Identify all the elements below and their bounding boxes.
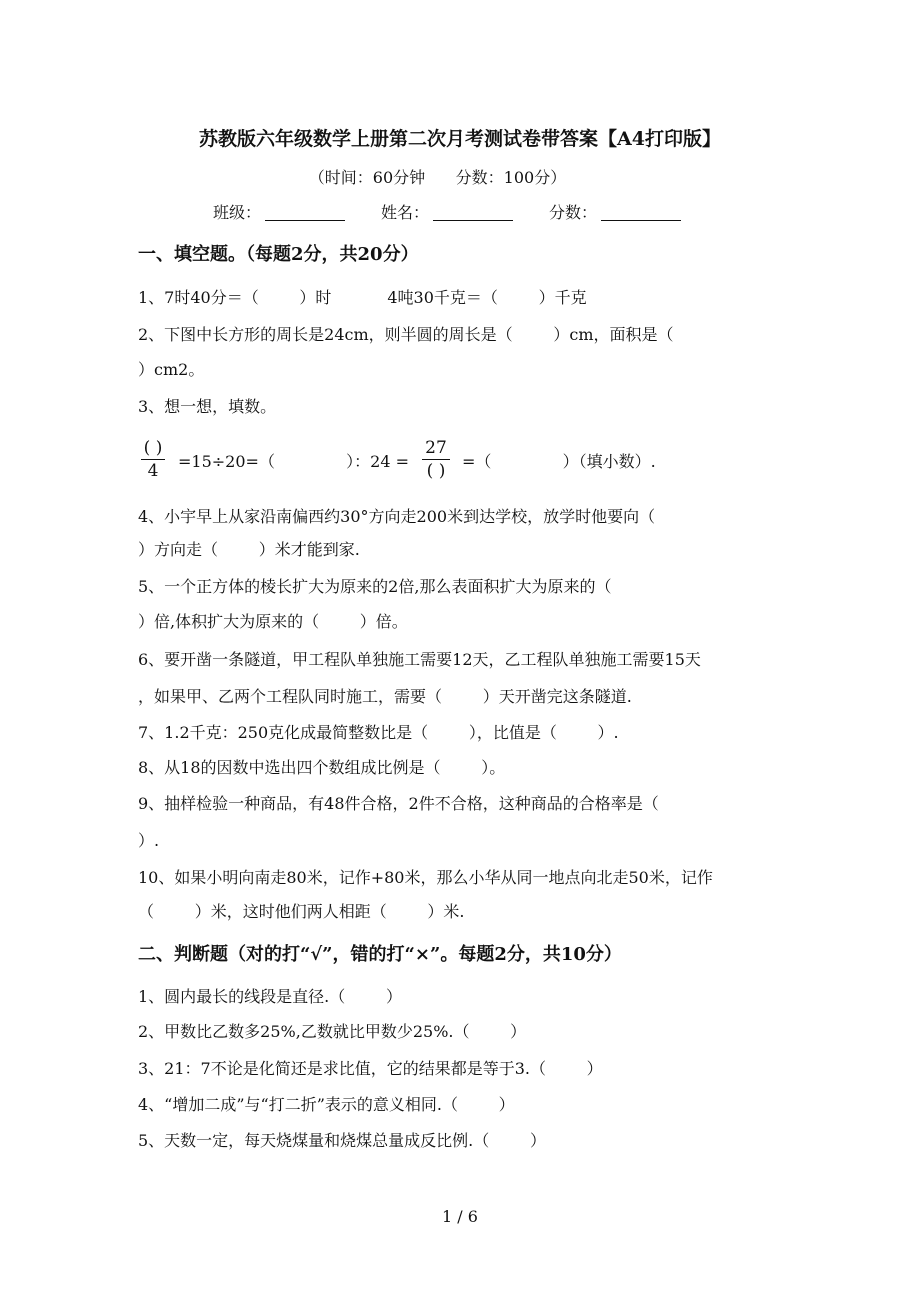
question-line: ）. (138, 831, 160, 850)
page-number: 1 / 6 (442, 1207, 478, 1226)
class-blank (265, 204, 345, 221)
fraction-row-tail: =（ ）（填小数）. (462, 452, 656, 471)
name-label: 姓名： (381, 203, 430, 222)
section2-heading: 二、判断题（对的打“√”，错的打“×”。每题2分，共10分） (138, 944, 622, 965)
page-title: 苏教版六年级数学上册第二次月考测试卷带答案【A4打印版】 (199, 128, 721, 150)
fraction-2-denominator: ( ) (426, 461, 446, 481)
question-line: 5、一个正方体的棱长扩大为原来的2倍,那么表面积扩大为原来的（ (138, 577, 612, 596)
question-line: 5、天数一定，每天烧煤量和烧煤总量成反比例.（ ） (138, 1131, 546, 1150)
question-line: 10、如果小明向南走80米，记作+80米，那么小华从同一地点向北走50米，记作 (138, 868, 713, 887)
fraction-2 (422, 437, 450, 482)
fraction-2-numerator: 27 (425, 438, 447, 458)
fraction-1-numerator: ( ) (143, 438, 163, 458)
fraction-row-middle: =15÷20=（ ）：24 = (178, 452, 409, 471)
question-line: 7、1.2千克：250克化成最简整数比是（ ），比值是（ ）. (138, 723, 619, 742)
question-line: （ ）米，这时他们两人相距（ ）米. (138, 902, 465, 921)
question-line: 1、圆内最长的线段是直径.（ ） (138, 987, 402, 1006)
name-blank (433, 204, 513, 221)
question-line: ）cm2。 (138, 360, 205, 379)
question-line: 6、要开凿一条隧道，甲工程队单独施工需要12天，乙工程队单独施工需要15天 (138, 650, 701, 669)
question-line: 9、抽样检验一种商品，有48件合格，2件不合格，这种商品的合格率是（ (138, 794, 659, 813)
question-line: 3、21：7不论是化简还是求比值，它的结果都是等于3.（ ） (138, 1059, 603, 1078)
question-line: 1、7时40分＝（ ）时 4吨30千克＝（ ）千克 (138, 288, 587, 307)
section1-heading: 一、填空题。（每题2分，共20分） (138, 244, 419, 265)
question-line: ）方向走（ ）米才能到家. (138, 540, 360, 559)
question-line: 2、甲数比乙数多25%,乙数就比甲数少25%.（ ） (138, 1022, 527, 1041)
subtitle: （时间：60分钟 分数：100分） (308, 168, 567, 187)
class-label: 班级： (213, 203, 262, 222)
fraction-1 (141, 437, 165, 482)
fraction-1-denominator: 4 (147, 461, 159, 481)
question-line: ）倍,体积扩大为原来的（ ）倍。 (138, 612, 408, 631)
question-line: ，如果甲、乙两个工程队同时施工，需要（ ）天开凿完这条隧道. (138, 687, 632, 706)
question-line: 3、想一想，填数。 (138, 397, 277, 416)
student-info (213, 203, 717, 223)
question-line: 4、小宇早上从家沿南偏西约30°方向走200米到达学校，放学时他要向（ (138, 507, 656, 526)
question-line: 4、“增加二成”与“打二折”表示的意义相同.（ ） (138, 1095, 515, 1114)
score-blank (601, 204, 681, 221)
question-line: 8、从18的因数中选出四个数组成比例是（ ）。 (138, 758, 506, 777)
score-label: 分数： (549, 203, 598, 222)
question-line: 2、下图中长方形的周长是24cm，则半圆的周长是（ ）cm，面积是（ (138, 325, 674, 344)
